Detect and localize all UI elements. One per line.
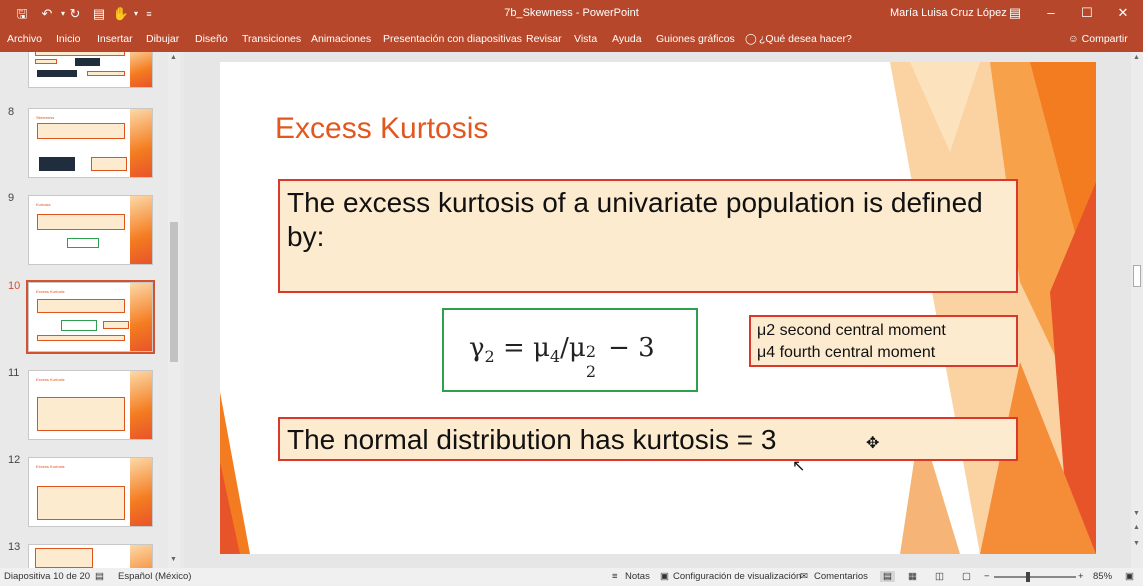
tab-inicio[interactable]: Inicio <box>56 33 81 45</box>
share-label: Compartir <box>1081 33 1128 45</box>
customize-toolbar-icon[interactable]: ≡ <box>146 9 152 19</box>
scroll-down-icon[interactable]: ▼ <box>1133 510 1140 517</box>
status-bar <box>0 568 1143 586</box>
thumb-code <box>39 157 75 171</box>
thumb-number: 12 <box>8 454 21 466</box>
next-slide-icon[interactable]: ▼ <box>1133 540 1140 547</box>
slide-sorter-icon[interactable]: ▦ <box>908 571 917 582</box>
thumb-decoration <box>130 371 152 439</box>
move-cursor-icon: ✥ <box>866 435 880 452</box>
thumb-title: Kurtosis <box>36 202 51 207</box>
notes-icon[interactable]: ≡ <box>612 571 618 582</box>
thumbnail-scrollbar[interactable] <box>168 52 180 568</box>
comments-button[interactable]: Comentarios <box>814 571 868 582</box>
fit-to-window-icon[interactable]: ▣ <box>1125 571 1134 582</box>
slide-thumb-11[interactable] <box>28 370 153 440</box>
thumb-title: Excess Kurtosis <box>36 464 65 469</box>
thumb-box <box>37 299 125 313</box>
slide-thumb-7[interactable] <box>28 52 153 88</box>
save-icon[interactable]: 🖫 <box>16 6 28 21</box>
tab-animaciones[interactable]: Animaciones <box>311 33 372 45</box>
undo-icon[interactable]: ↶ <box>41 6 53 21</box>
reading-view-icon[interactable]: ◫ <box>935 571 944 582</box>
close-icon[interactable]: ✕ <box>1117 5 1129 20</box>
thumb-decoration <box>130 52 152 87</box>
kurtosis-formula: $\gamma_2 = \mu_4/\mu$ 2 2 − 3 <box>469 333 655 381</box>
scroll-up-icon[interactable]: ▲ <box>170 54 177 61</box>
thumb-box <box>37 123 125 139</box>
person-icon: ☺ <box>1068 33 1079 45</box>
tab-transiciones[interactable]: Transiciones <box>242 33 302 45</box>
spellcheck-icon[interactable]: ▤ <box>95 571 104 582</box>
thumb-box <box>35 548 93 568</box>
thumb-code <box>37 70 77 77</box>
thumb-box <box>37 335 125 341</box>
user-name[interactable]: María Luisa Cruz López <box>890 7 1007 19</box>
undo-dropdown-icon[interactable]: ▾ <box>60 9 65 18</box>
current-slide <box>220 62 1096 554</box>
thumb-decoration <box>130 196 152 264</box>
previous-slide-icon[interactable]: ▲ <box>1133 524 1140 531</box>
tab-archivo[interactable]: Archivo <box>7 33 43 45</box>
thumbnail-scroll-thumb[interactable] <box>170 222 178 362</box>
touch-mode-icon[interactable]: ✋ <box>112 6 130 21</box>
thumb-formula-box <box>67 238 99 248</box>
thumb-box <box>35 52 125 56</box>
zoom-out-icon[interactable]: − <box>984 571 990 582</box>
zoom-slider-knob[interactable] <box>1026 572 1030 582</box>
tab-diseno[interactable]: Diseño <box>195 33 228 45</box>
editor-scroll-thumb[interactable] <box>1133 265 1141 287</box>
normal-distribution-text: The normal distribution has kurtosis = 3 <box>287 424 777 455</box>
display-settings-icon[interactable]: ▣ <box>660 571 669 582</box>
slide-counter: Diapositiva 10 de 20 <box>4 571 91 582</box>
lightbulb-icon[interactable]: ◯ <box>745 33 757 45</box>
thumb-box <box>37 397 125 431</box>
ribbon-display-icon[interactable]: ▤ <box>1008 5 1022 20</box>
ribbon-tabs <box>0 28 1143 52</box>
thumb-decoration <box>130 109 152 177</box>
thumb-number: 13 <box>8 541 21 553</box>
slide-thumbnail-pane <box>0 52 184 568</box>
thumb-decoration <box>130 283 152 351</box>
definition-text: The excess kurtosis of a univariate population is defined by: <box>287 187 983 252</box>
slide-title[interactable]: Excess Kurtosis <box>275 112 489 145</box>
thumb-box <box>37 486 125 520</box>
tab-dibujar[interactable]: Dibujar <box>146 33 180 45</box>
scroll-down-icon[interactable]: ▼ <box>170 556 177 563</box>
tab-insertar[interactable]: Insertar <box>97 33 133 45</box>
thumb-number: 8 <box>8 106 15 118</box>
thumb-box <box>103 321 129 329</box>
formula-box[interactable] <box>442 308 698 392</box>
minimize-icon[interactable]: – <box>1047 5 1055 20</box>
thumb-formula-box <box>61 320 97 331</box>
thumb-title: Excess Kurtosis <box>36 377 65 382</box>
pointer-cursor-icon: ↖ <box>792 458 806 475</box>
thumb-number: 10 <box>8 280 21 292</box>
display-settings-button[interactable]: Configuración de visualización <box>673 571 802 582</box>
tab-vista[interactable]: Vista <box>574 33 598 45</box>
thumb-number: 9 <box>8 192 15 204</box>
thumb-box <box>87 71 125 76</box>
thumb-code <box>75 58 100 66</box>
tab-guiones[interactable]: Guiones gráficos <box>656 33 735 45</box>
moment-mu4: μ4 fourth central moment <box>757 344 936 361</box>
touch-dropdown-icon[interactable]: ▾ <box>133 9 138 18</box>
maximize-icon[interactable]: ☐ <box>1081 5 1093 20</box>
redo-icon[interactable]: ↻ <box>69 6 81 21</box>
slideshow-icon[interactable]: ▢ <box>962 571 971 582</box>
zoom-in-icon[interactable]: + <box>1078 571 1084 582</box>
title-bar <box>0 0 1143 28</box>
slide-thumb-13[interactable] <box>28 544 153 568</box>
thumb-box <box>91 157 127 171</box>
scroll-up-icon[interactable]: ▲ <box>1133 54 1140 61</box>
language-indicator[interactable]: Español (México) <box>118 571 192 582</box>
tab-ayuda[interactable]: Ayuda <box>612 33 642 45</box>
comments-icon[interactable]: ✉ <box>800 571 808 582</box>
thumb-title: Skewness <box>36 115 55 120</box>
tab-presentacion[interactable]: Presentación con diapositivas <box>383 33 522 45</box>
thumb-box <box>37 214 125 230</box>
thumb-number: 11 <box>8 367 20 379</box>
normal-view-icon[interactable]: ▤ <box>880 571 895 582</box>
slide-thumb-10[interactable] <box>28 282 153 352</box>
thumb-box <box>35 59 57 64</box>
editor-scrollbar[interactable] <box>1131 52 1143 568</box>
thumb-decoration <box>130 458 152 526</box>
present-from-start-icon[interactable]: ▤ <box>92 6 106 21</box>
tell-me-search[interactable]: ¿Qué desea hacer? <box>759 33 852 45</box>
normal-distribution-box[interactable] <box>278 417 1018 461</box>
window-title: 7b_Skewness - PowerPoint <box>504 7 639 19</box>
zoom-level[interactable]: 85% <box>1093 571 1113 582</box>
definition-box[interactable] <box>278 179 1018 293</box>
slide-thumb-8[interactable] <box>28 108 153 178</box>
notes-button[interactable]: Notas <box>625 571 650 582</box>
share-button[interactable] <box>1068 33 1128 45</box>
thumb-title: Excess Kurtosis <box>36 289 65 294</box>
slide-thumb-12[interactable] <box>28 457 153 527</box>
tab-revisar[interactable]: Revisar <box>526 33 562 45</box>
moment-mu2: μ2 second central moment <box>757 322 946 339</box>
thumb-decoration <box>130 545 152 568</box>
zoom-slider-track[interactable] <box>994 576 1076 578</box>
slide-thumb-9[interactable] <box>28 195 153 265</box>
moments-box[interactable] <box>749 315 1018 367</box>
